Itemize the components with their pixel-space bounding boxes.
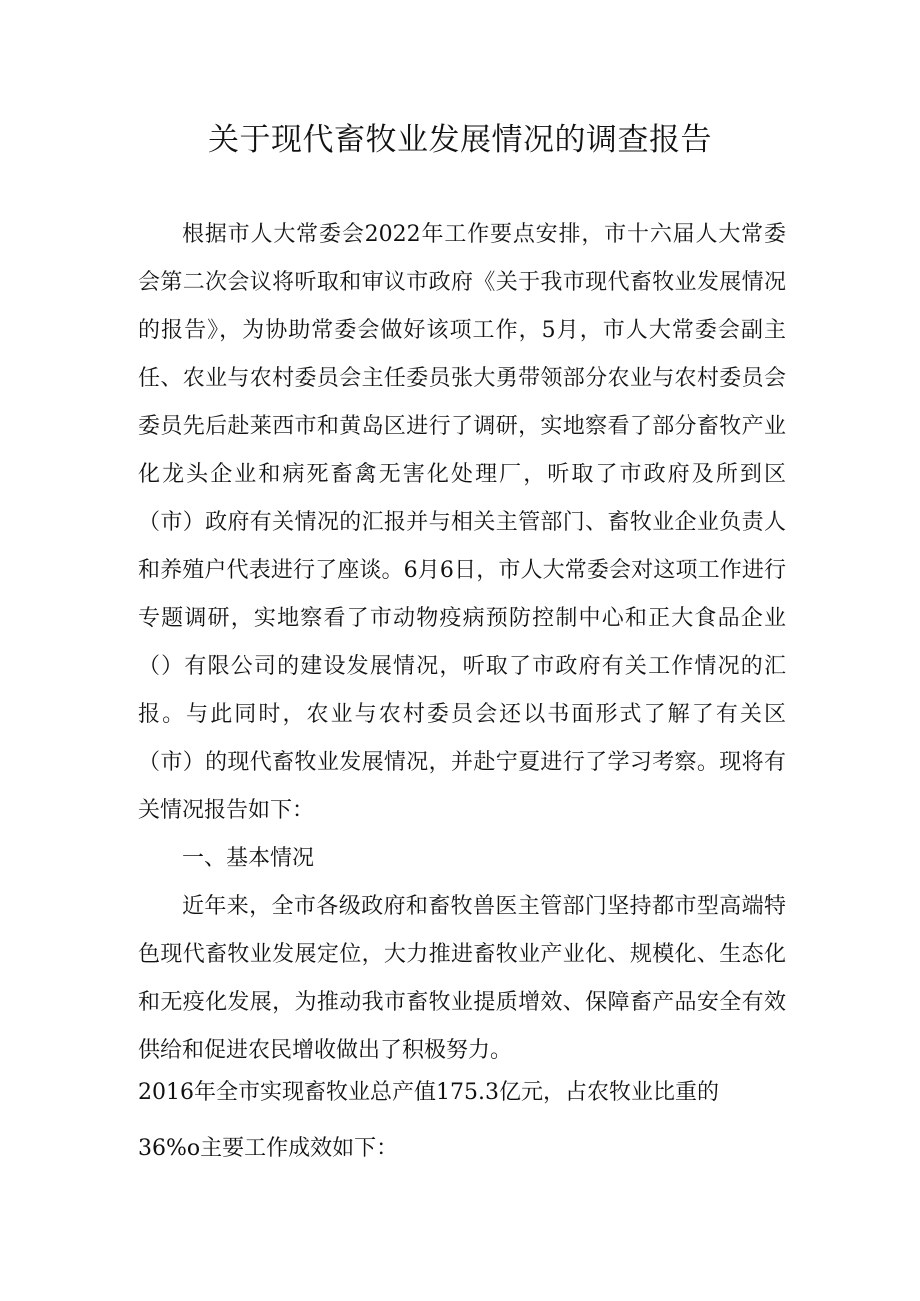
output-value-line: 2016年全市实现畜牧业总产值175.3亿元，占农牧业比重的	[138, 1080, 719, 1105]
results-line: 36%o主要工作成效如下：	[138, 1136, 399, 1161]
basic-situation-paragraph: 近年来，全市各级政府和畜牧兽医主管部门坚持都市型高端特色现代畜牧业发展定位，大力推进畜牧业产业化、规模化、生态化和无疫化发展，为推动我市畜牧业提质增效、保障畜产品安全有效供给和促进农民增收做出了积极努力。	[138, 894, 786, 1063]
section-heading: 一、基本情况	[182, 846, 315, 871]
document-title: 关于现代畜牧业发展情况的调查报告	[208, 122, 712, 158]
intro-paragraph: 根据市人大常委会2022年工作要点安排，市十六届人大常委会第二次会议将听取和审议市政府《关于我市现代畜牧业发展情况的报告》，为协助常委会做好该项工作，5月，市人大常委会副主任、农业与农村委员会主任委员张大勇带领部分农业与农村委员会委员先后赴莱西市和黄岛区进行了调研，实地察看了部分畜牧产业化龙头企业和病死畜禽无害化处理厂，听取了市政府及所到区（市）政府有关情况的汇报并与相关主管部门、畜牧业企业负责人和养殖户代表进行了座谈。6月6日，市人大常委会对这项工作进行专题调研，实地察看了市动物疫病预防控制中心和正大食品企业（）有限公司的建设发展情况，听取了市政府有关工作情况的汇报。与此同时，农业与农村委员会还以书面形式了解了有关区（市）的现代畜牧业发展情况，并赴宁夏进行了学习考察。现将有关情况报告如下：	[138, 222, 786, 823]
